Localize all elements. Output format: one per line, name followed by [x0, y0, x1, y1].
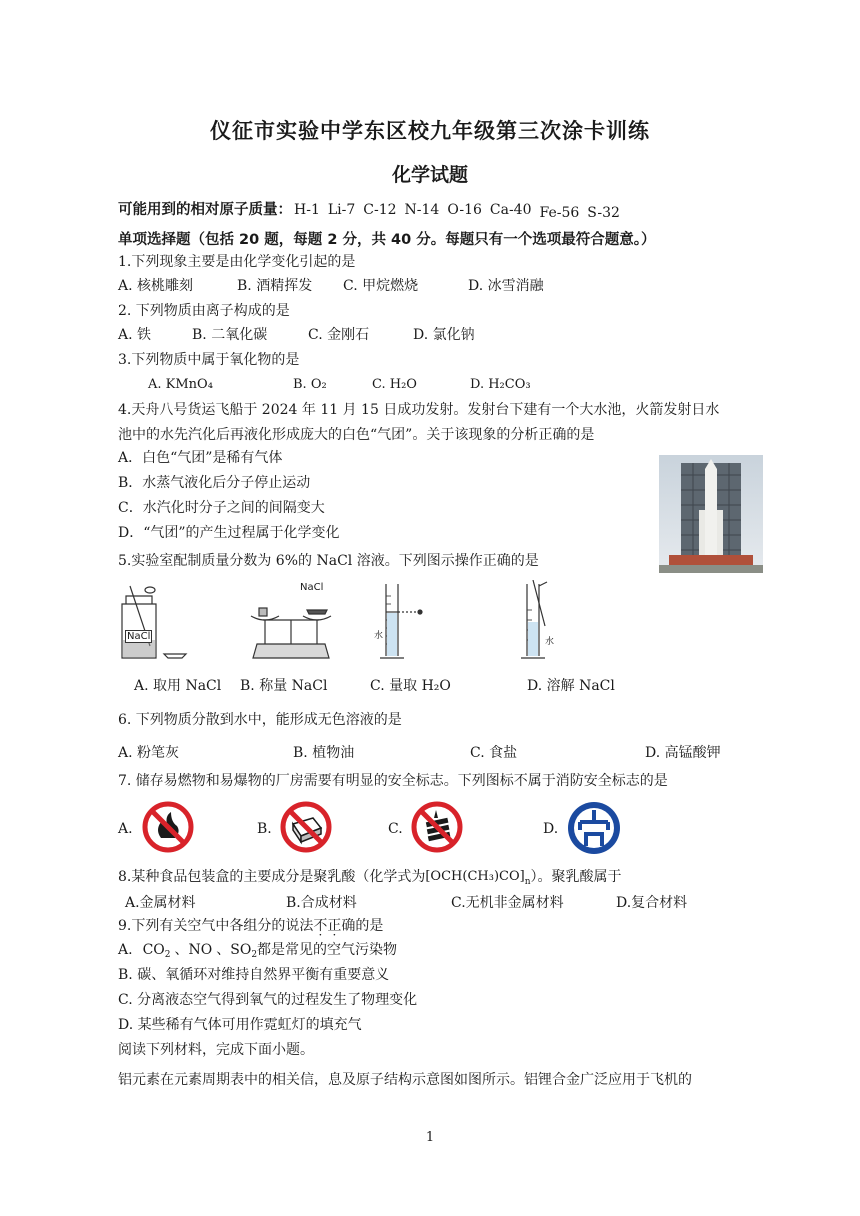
figure-weigh-nacl: [245, 582, 337, 662]
q9-option-d: D. 某些稀有气体可用作霓虹灯的填充气: [118, 1017, 362, 1033]
q6-option-b: B. 植物油: [293, 745, 355, 761]
q8-formula-sub: n: [524, 877, 531, 887]
q7-option-d: D.: [543, 821, 559, 837]
atomic-mass-o: O-16: [447, 202, 482, 218]
exam-subtitle: 化学试题: [391, 164, 468, 186]
nacl-jar-label: NaCl: [127, 631, 151, 642]
atomic-mass-li: Li-7: [327, 202, 356, 218]
atomic-mass-fe: Fe-56: [539, 205, 580, 221]
q5-option-a: A. 取用 NaCl: [134, 678, 222, 694]
q9-option-c: C. 分离液态空气得到氧气的过程发生了物理变化: [118, 992, 418, 1008]
q2-option-a: A. 铁: [118, 327, 152, 343]
q6-stem: 6. 下列物质分散到水中，能形成无色溶液的是: [118, 712, 402, 728]
q5-option-b: B. 称量 NaCl: [240, 678, 328, 694]
q8-option-d: D.复合材料: [616, 895, 688, 911]
q9-a-so: SO: [230, 942, 252, 958]
q4-option-a: A．白色“气团”是稀有气体: [118, 450, 283, 466]
q1-option-a: A. 核桃雕刻: [118, 278, 194, 294]
figure-measure-water: [368, 582, 428, 662]
reading-instruction: 阅读下列材料，完成下面小题。: [118, 1042, 314, 1058]
q2-option-c: C. 金刚石: [308, 327, 370, 343]
q6-option-d: D. 高锰酸钾: [645, 745, 721, 761]
atomic-mass-label: 可能用到的相对原子质量：: [118, 202, 292, 218]
q4-stem-line1: 4.天舟八号货运飞船于 2024 年 11 月 15 日成功发射。发射台下建有一个大水池，火箭发射日水: [118, 402, 720, 418]
water-label-d: 水: [545, 637, 555, 647]
q9-a-co-sub: 2: [164, 950, 171, 960]
q2-stem: 2. 下列物质由离子构成的是: [118, 303, 290, 319]
q4-stem-line2: 池中的水先汽化后再液化形成庞大的白色“气团”。关于该现象的分析正确的是: [118, 427, 595, 443]
q3-option-c: C. H₂O: [372, 377, 417, 392]
no-firecracker-sign-icon: [410, 800, 464, 854]
q6-option-c: C. 食盐: [470, 745, 518, 761]
q3-option-a: A. KMnO₄: [148, 377, 213, 392]
q9-a-so-sub: 2: [251, 950, 258, 960]
q1-option-c: C. 甲烷燃烧: [343, 278, 419, 294]
q3-stem: 3.下列物质中属于氧化物的是: [118, 352, 300, 368]
atomic-mass-s: S-32: [587, 205, 620, 221]
q8-option-b: B.合成材料: [286, 895, 357, 911]
q5-stem: 5.实验室配制质量分数为 6%的 NaCl 溶液。下列图示操作正确的是: [118, 553, 539, 569]
q8-stem-before: 8.某种食品包装盒的主要成分是聚乳酸（化学式为: [118, 869, 426, 885]
q6-option-a: A. 粉笔灰: [118, 745, 180, 761]
figure-take-nacl: [116, 582, 194, 662]
q9-emphasis-2: 正 ·: [327, 916, 341, 936]
q4-option-c: C．水汽化时分子之间的间隔变大: [118, 500, 325, 516]
q8-option-a: A.金属材料: [125, 895, 196, 911]
q9-a-rest: 都是常见的空气污染物: [257, 942, 398, 958]
q1-option-d: D. 冰雪消融: [468, 278, 544, 294]
atomic-mass-c: C-12: [363, 202, 397, 218]
no-fire-sign-icon: [141, 800, 195, 854]
exam-title: 仪征市实验中学东区校九年级第三次涂卡训练: [210, 119, 650, 143]
q8-stem-after: ）。聚乳酸属于: [530, 869, 622, 885]
q9-emphasis-1: 不 ·: [313, 916, 327, 936]
q1-stem: 1.下列现象主要是由化学变化引起的是: [118, 254, 356, 270]
q3-option-b: B. O₂: [293, 377, 327, 392]
q8-formula: [OCH(CH₃)CO]: [425, 869, 525, 884]
q5-option-c: C. 量取 H₂O: [370, 678, 451, 694]
q2-option-b: B. 二氧化碳: [192, 327, 268, 343]
q9-option-b: B. 碳、氧循环对维持自然界平衡有重要意义: [118, 967, 390, 983]
q1-option-b: B. 酒精挥发: [237, 278, 313, 294]
q4-option-b: B．水蒸气液化后分子停止运动: [118, 475, 311, 491]
q9-stem-a: 9.下列有关空气中各组分的说法: [118, 918, 314, 934]
atomic-mass-ca: Ca-40: [489, 202, 532, 218]
atomic-mass-line: [118, 200, 620, 220]
q7-option-b: B.: [257, 821, 272, 837]
q4-option-d: D．“气团”的产生过程属于化学变化: [118, 525, 340, 541]
q8-option-c: C.无机非金属材料: [451, 895, 564, 911]
q9-a-no: NO: [188, 942, 213, 958]
q9-a-letter: A.: [118, 942, 133, 958]
rocket-launch-photo: [659, 455, 763, 573]
reading-material: 铝元素在元素周期表中的相关信，息及原子结构示意图如图所示。铝锂合金广泛应用于飞机的: [118, 1072, 692, 1088]
atomic-mass-h: H-1: [294, 202, 320, 218]
atomic-mass-n: N-14: [404, 202, 440, 218]
q2-option-d: D. 氯化钠: [413, 327, 475, 343]
q5-option-d: D. 溶解 NaCl: [527, 678, 615, 694]
water-label-c: 水: [374, 631, 384, 641]
q7-stem: 7. 储存易燃物和易爆物的厂房需要有明显的安全标志。下列图标不属于消防安全标志的是: [118, 773, 668, 789]
page-number: 1: [425, 1130, 435, 1145]
q9-stem: [118, 916, 383, 936]
q7-option-a: A.: [118, 821, 133, 837]
q7-option-c: C.: [388, 821, 403, 837]
q8-stem: [118, 867, 621, 887]
water-saving-sign-icon: [566, 800, 622, 856]
q9-a-sep2: 、: [216, 942, 231, 958]
q9-option-a: [118, 940, 397, 960]
section-heading: 单项选择题（包括 20 题，每题 2 分，共 40 分。每题只有一个选项最符合题意。）: [118, 232, 656, 248]
q3-option-d: D. H₂CO₃: [470, 377, 531, 392]
nacl-balance-label: NaCl: [300, 582, 324, 593]
q9-stem-b: 确的是: [341, 918, 384, 934]
q9-a-sep1: 、: [174, 942, 189, 958]
figure-dissolve-nacl: [515, 580, 575, 662]
no-flammable-items-sign-icon: [279, 800, 333, 854]
q9-a-co: CO: [142, 942, 165, 958]
